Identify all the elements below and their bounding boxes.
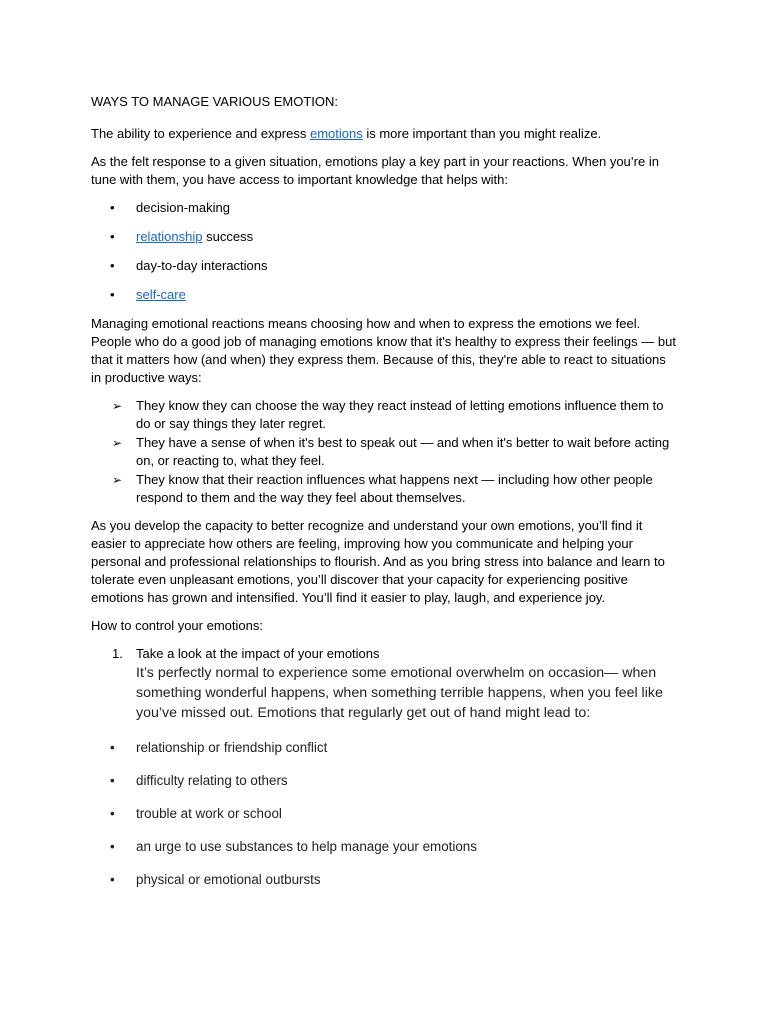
bullet-icon: • [110,806,115,821]
bullet-icon: • [110,773,115,788]
list-item-text: trouble at work or school [136,806,282,821]
list-item [91,286,676,304]
list-item-text: physical or emotional outbursts [136,872,321,887]
productive-ways-list [91,397,676,507]
intro-paragraph [91,125,676,143]
step-body: It’s perfectly normal to experience some emotional overwhelm on occasion— when something wonderful happens, when something terrible happens, when you feel like you’ve missed out. Emotions that regularly get out of hand might lead to: [136,665,663,721]
managing-reactions-paragraph: Managing emotional reactions means choosing how and when to express the emotions we feel. People who do a good job of managing emotions know that it's healthy to express their feelings — but that it matters how (and when) they express them. Because of this, they're able to react to situations in productive ways: [91,316,676,385]
list-item [91,471,676,507]
develop-capacity-paragraph: As you develop the capacity to better recognize and understand your own emotions, you’ll find it easier to appreciate how others are feeling, improving how you communicate and helping your personal and professional relationships to flourish. And as you bring stress into balance and learn to tolerate even unpleasant emotions, you’ll discover that your capacity for experiencing positive emotions has grown and intensified. You’ll find it easier to play, laugh, and experience joy. [91,518,665,605]
bullet-icon: • [110,740,115,755]
benefits-list [91,199,676,304]
list-item [91,739,676,757]
step-item [91,645,676,723]
step-title: Take a look at the impact of your emotions [136,646,380,661]
step-number: 1. [112,646,123,661]
list-item-text: success [202,229,254,244]
bullet-icon: • [110,229,115,244]
self-care-link[interactable]: self-care [136,287,186,302]
list-item-text: They have a sense of when it's best to speak out — and when it's better to wait before acting on, or reacting to, what they feel. [136,435,670,468]
arrow-bullet-icon: ➢ [112,399,123,413]
intro-text-after: is more important than you might realize. [362,126,602,141]
list-item-text: an urge to use substances to help manage your emotions [136,839,477,854]
list-item-text: difficulty relating to others [136,773,288,788]
list-item [91,199,676,217]
document-title: WAYS TO MANAGE VARIOUS EMOTION: [91,94,339,109]
list-item [91,838,676,856]
list-item [91,397,676,433]
steps-list [91,645,676,723]
list-item [91,434,676,470]
bullet-icon: • [110,872,115,887]
relationship-link[interactable]: relationship [136,229,203,244]
list-item [91,772,676,790]
section-heading: How to control your emotions: [91,618,263,633]
list-item [91,257,676,275]
bullet-icon: • [110,200,115,215]
bullet-icon: • [110,258,115,273]
list-item [91,228,676,246]
consequences-list [91,739,676,889]
intro-text-before: The ability to experience and express [91,126,310,141]
list-item-text: day-to-day interactions [136,258,268,273]
list-item-text: relationship or friendship conflict [136,740,328,755]
bullet-icon: • [110,287,115,302]
arrow-bullet-icon: ➢ [112,436,123,450]
list-item-text: They know that their reaction influences what happens next — including how other people respond to them and the way they feel about themselves. [136,472,653,505]
bullet-icon: • [110,839,115,854]
arrow-bullet-icon: ➢ [112,473,123,487]
list-item-text: decision-making [136,200,230,215]
felt-response-paragraph: As the felt response to a given situation, emotions play a key part in your reactions. When you’re in tune with them, you have access to important knowledge that helps with: [91,154,659,187]
list-item-text: They know they can choose the way they react instead of letting emotions influence them to do or say things they later regret. [136,398,664,431]
list-item [91,871,676,889]
list-item [91,805,676,823]
emotions-link[interactable]: emotions [309,126,363,141]
